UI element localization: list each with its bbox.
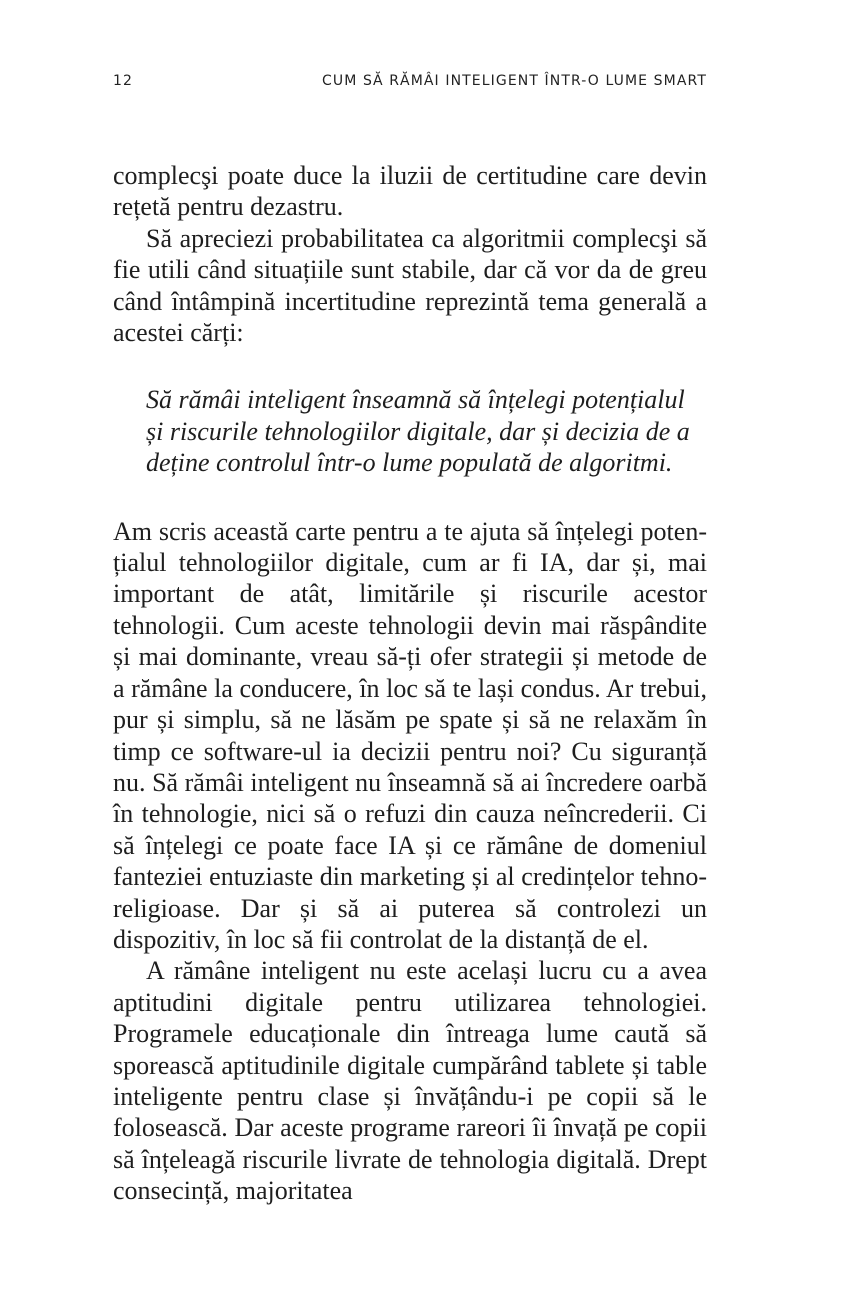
paragraph-continued: complecşi poate duce la iluzii de certitudine care devin rețetă pentru dezastru. xyxy=(113,161,707,222)
running-header xyxy=(113,73,707,95)
paragraph-purpose: Am scris această carte pentru a te ajuta să înțelegi potențialul tehnologiilor digitale, cum ar fi IA, dar și, mai important de atât, limitările și riscurile acestor tehnologii. Cum aceste tehnologii devin mai răspândite și mai dominante, vreau să-ți ofer strategii și metode de a rămâne la conducere, în loc să te lași condus. Ar trebui, pur și simplu, să ne lăsăm pe spate și să ne relaxăm în timp ce software-ul ia decizii pentru noi? Cu siguranță nu. Să rămâi inteligent nu înseamnă să ai încredere oarbă în tehnologie, nici să o refuzi din cauza neîncrederii. Ci să înțelegi ce poate face IA și ce rămâne de domeniul fanteziei entuziaste din marketing și al credințelor tehno-religioase. Dar și să ai puterea să controlezi un dispozitiv, în loc să fii controlat de la distanță de el. xyxy=(113,516,707,954)
paragraph-theme: Să apreciezi probabilitatea ca algoritmii complecşi să fie utili când situațiile sunt stabile, dar că vor da de greu când întâmpină incertitudine reprezintă tema generală a acestei cărți: xyxy=(113,223,707,348)
running-title: CUM SĂ RĂMÂI INTELIGENT ÎNTR-O LUME SMART xyxy=(322,73,707,89)
paragraph-digital-skills: A rămâne inteligent nu este același lucru cu a avea aptitudini digitale pentru utilizarea tehnologiei. Programele educaționale din întreaga lume caută să sporească aptitudinile digitale cumpărând tablete și table inteligente pentru clase și învățându-i pe copii să le folosească. Dar aceste programe rareori îi învață pe copii să înțeleagă riscurile livrate de tehnologia digitală. Drept consecință, majoritatea xyxy=(113,956,707,1206)
page-number: 12 xyxy=(113,73,134,89)
body-text xyxy=(113,160,707,1207)
block-quote: Să rămâi inteligent înseamnă să înțelegi potențialul și riscurile tehnologiilor digitale, dar și decizia de a deține controlul într-o lume populată de algoritmi. xyxy=(146,385,690,478)
